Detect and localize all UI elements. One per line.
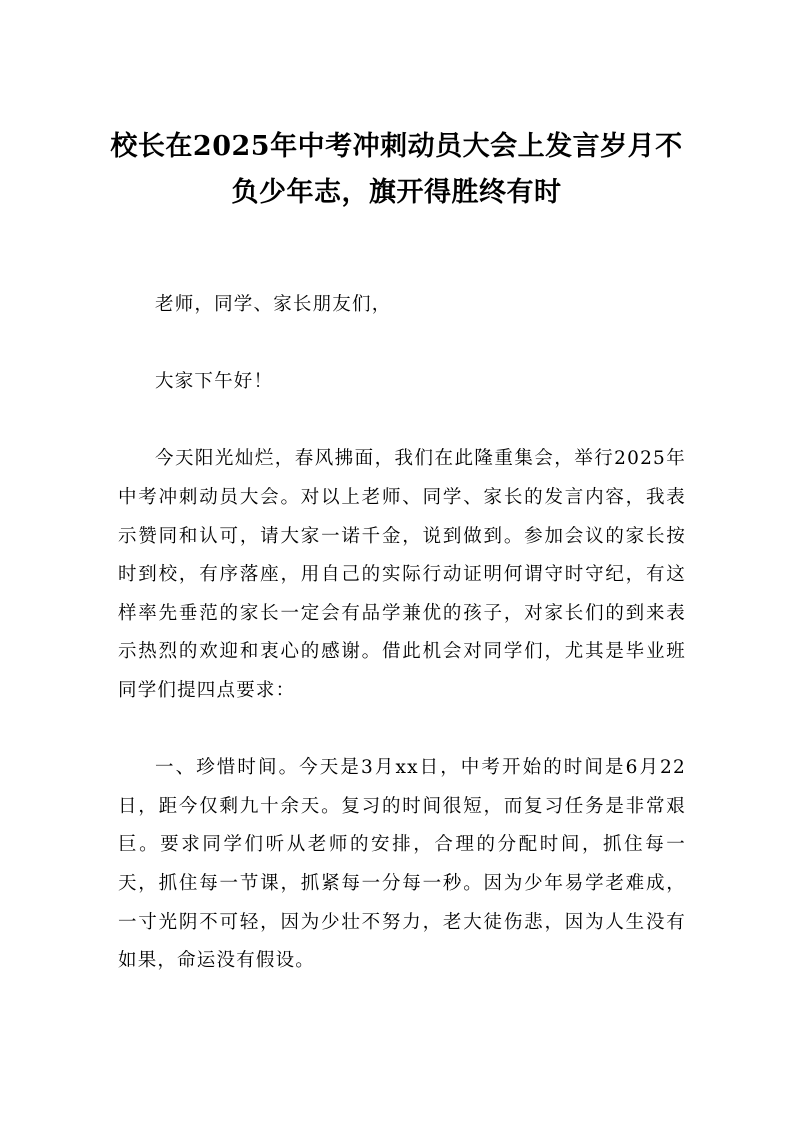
document-body <box>118 286 686 981</box>
greeting-paragraph: 老师，同学、家长朋友们， <box>155 294 392 315</box>
document-title: 校长在2025年中考冲刺动员大会上发言岁月不负少年志，旗开得胜终有时 <box>110 131 683 208</box>
salutation-paragraph: 大家下午好！ <box>155 371 274 393</box>
opening-paragraph: 今天阳光灿烂，春风拂面，我们在此隆重集会，举行2025年中考冲刺动员大会。对以上老师、同学、家长的发言内容，我表示赞同和认可，请大家一诺千金，说到做到。参加会议的家长按时到校，有序落座，用自己的实际行动证明何谓守时守纪，有这样率先垂范的家长一定会有品学兼优的孩子，对家长们的到来表示热烈的欢迎和衷心的感谢。借此机会对同学们，尤其是毕业班同学们提四点要求： <box>118 448 686 701</box>
point-one-paragraph: 一、珍惜时间。今天是3月xx日，中考开始的时间是6月22日，距今仅剩九十余天。复习的时间很短，而复习任务是非常艰巨。要求同学们听从老师的安排，合理的分配时间，抓住每一天，抓住每一节课，抓紧每一分每一秒。因为少年易学老难成，一寸光阴不可轻，因为少壮不努力，老大徒伤悲，因为人生没有如果，命运没有假设。 <box>118 757 686 972</box>
